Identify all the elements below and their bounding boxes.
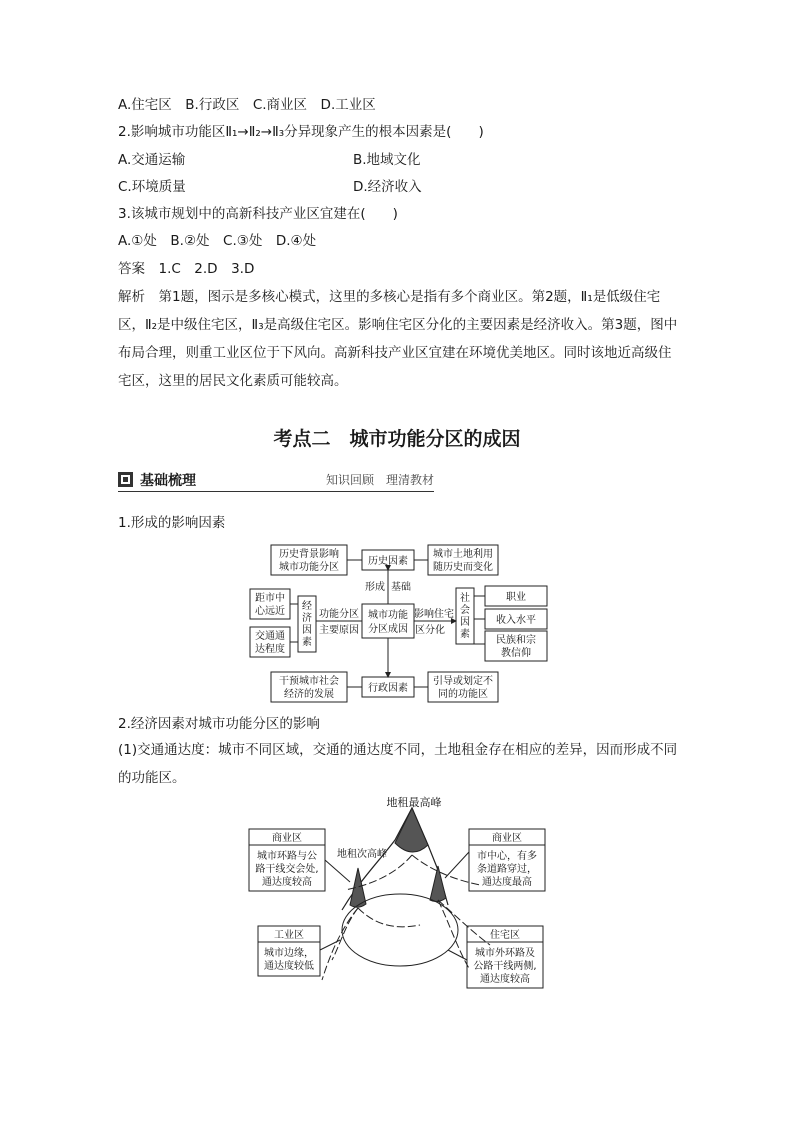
commercial-right-line3: 通达度最高 <box>482 877 532 888</box>
banner-subtitle: 知识回顾 理清教材 <box>325 473 434 487</box>
commercial-right-line2: 条道路穿过， <box>477 864 537 875</box>
section-title: 考点二 城市功能分区的成因 <box>273 428 521 450</box>
peak-second-label: 地租次高峰 <box>337 849 387 860</box>
residential-line3: 通达度较高 <box>480 974 530 985</box>
economic-char-3: 因 <box>302 625 312 636</box>
q3-stem: 3.该城市规划中的高新科技产业区宜建在( ) <box>118 206 398 222</box>
commercial-left-line3: 通达度较高 <box>262 877 312 888</box>
part2-heading: 2.经济因素对城市功能分区的影响 <box>118 716 320 732</box>
intervene-line2: 经济的发展 <box>284 689 334 700</box>
industrial-line2: 通达度较低 <box>264 961 314 972</box>
commercial-right-title: 商业区 <box>492 833 522 844</box>
industrial-title: 工业区 <box>274 930 304 941</box>
basis-label: 基础 <box>391 582 411 593</box>
distance-line2: 心远近 <box>255 606 285 617</box>
history-bg-line2: 城市功能分区 <box>279 562 339 573</box>
func-zone-label: 功能分区 <box>319 609 359 620</box>
economic-char-4: 素 <box>302 637 312 648</box>
residential-title: 住宅区 <box>490 930 520 941</box>
social-char-3: 因 <box>460 617 470 628</box>
history-factor-box: 历史因素 <box>368 556 408 567</box>
q3-options: A.①处 B.②处 C.③处 D.④处 <box>118 233 317 249</box>
commercial-left-title: 商业区 <box>272 833 302 844</box>
traffic-line2: 达程度 <box>255 644 285 655</box>
residential-diff-line1: 影响住宅 <box>414 609 454 620</box>
land-use-line1: 城市土地利用 <box>433 549 493 560</box>
residential-diff-line2: 区分化 <box>415 625 445 636</box>
land-rent-diagram <box>249 795 545 988</box>
peak-top-label: 地租最高峰 <box>386 796 442 809</box>
main-cause-label: 主要原因 <box>319 625 359 636</box>
social-char-4: 素 <box>460 629 470 640</box>
occupation-box: 职业 <box>506 592 526 603</box>
q2-option-a: A.交通运输 <box>118 152 186 168</box>
q2-stem: 2.影响城市功能区Ⅱ₁→Ⅱ₂→Ⅱ₃分异现象产生的根本因素是( ) <box>118 124 484 140</box>
distance-line1: 距市中 <box>255 593 285 604</box>
commercial-left-line1: 城市环路与公 <box>257 851 317 862</box>
part1-heading: 1.形成的影响因素 <box>118 515 226 531</box>
formation-label: 形成 <box>365 582 385 593</box>
banner-title: 基础梳理 <box>140 473 196 489</box>
residential-line2: 公路干线两侧, <box>473 961 537 972</box>
ethnic-line1: 民族和宗 <box>496 635 536 646</box>
intervene-line1: 干预城市社会 <box>279 676 339 687</box>
guide-line2: 同的功能区 <box>438 689 488 700</box>
commercial-right-line1: 市中心，有多 <box>477 851 537 862</box>
commercial-left-line2: 路干线交会处, <box>255 864 319 875</box>
income-box: 收入水平 <box>496 615 536 626</box>
part2-point1: (1)交通通达度：城市不同区域，交通的通达度不同，土地租金存在相应的差异，因而形成不同的功能区。 <box>118 742 678 786</box>
q2-option-d: D.经济收入 <box>353 179 422 195</box>
q1-options: A.住宅区 B.行政区 C.商业区 D.工业区 <box>118 97 376 113</box>
land-use-line2: 随历史而变化 <box>433 562 493 573</box>
center-line1: 城市功能 <box>368 610 408 621</box>
center-line2: 分区成因 <box>368 624 408 635</box>
residential-line1: 城市外环路及 <box>475 948 535 959</box>
guide-line1: 引导或划定不 <box>433 676 493 687</box>
analysis-paragraph: 解析 第1题，图示是多核心模式，这里的多核心是指有多个商业区。第2题，Ⅱ₁是低级住宅区，Ⅱ₂是中级住宅区，Ⅱ₃是高级住宅区。影响住宅区分化的主要因素是经济收入。第3题，图中布局合理，则重工业区位于下风向。高新科技产业区宜建在环境优美地区。同时该地近高级住宅区，这里的居民文化素质可能较高。 <box>118 289 678 389</box>
traffic-line1: 交通通 <box>255 631 285 642</box>
economic-char-1: 经 <box>302 601 312 612</box>
admin-factor-box: 行政因素 <box>368 683 408 694</box>
q2-option-b: B.地域文化 <box>353 152 421 168</box>
industrial-line1: 城市边缘， <box>264 948 314 959</box>
ethnic-line2: 教信仰 <box>501 648 531 659</box>
q2-option-c: C.环境质量 <box>118 179 186 195</box>
history-bg-line1: 历史背景影响 <box>279 549 339 560</box>
social-char-2: 会 <box>460 605 470 616</box>
social-char-1: 社 <box>460 593 470 604</box>
answer-line: 答案 1.C 2.D 3.D <box>118 261 255 277</box>
economic-char-2: 济 <box>302 613 312 624</box>
